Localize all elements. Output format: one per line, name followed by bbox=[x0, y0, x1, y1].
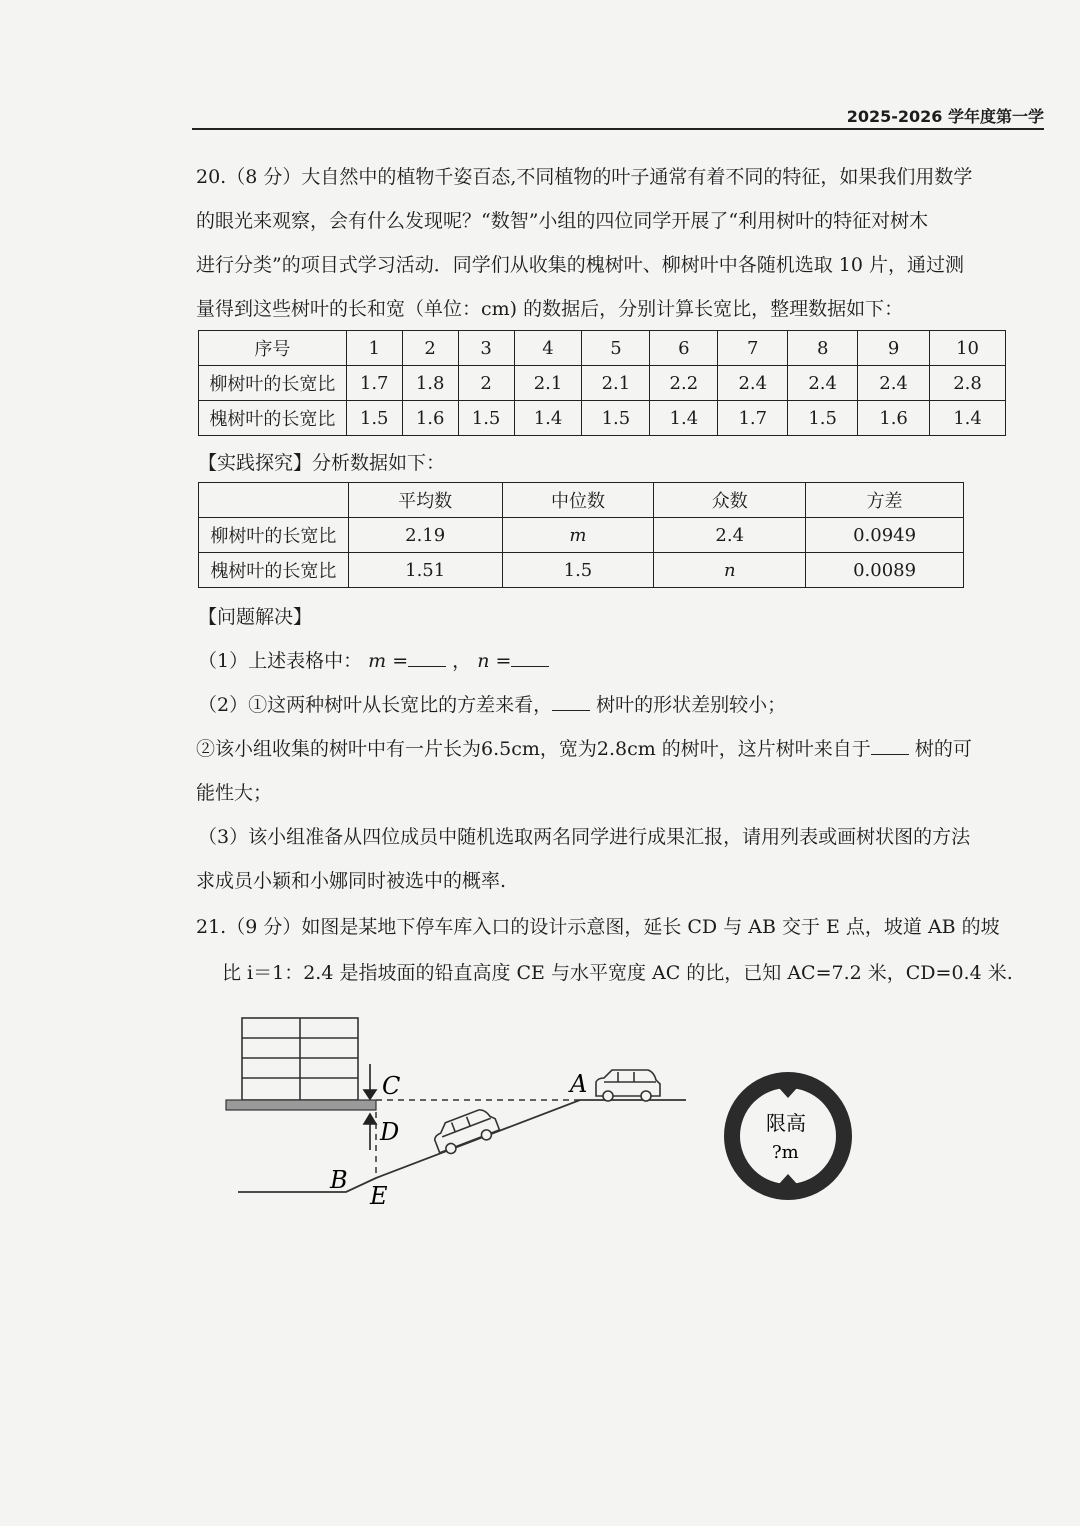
height-limit-sign-icon bbox=[732, 1078, 844, 1194]
part2b-cont: 能性大； bbox=[196, 782, 273, 804]
table1-cell: 2.4 bbox=[788, 366, 858, 401]
table2-cell: n bbox=[654, 553, 806, 588]
ramp-profile bbox=[238, 1100, 686, 1192]
building bbox=[242, 1018, 358, 1100]
table2-cell: 2.4 bbox=[654, 518, 806, 553]
table1-cell: 1.5 bbox=[582, 401, 650, 436]
q20-score: （8 分） bbox=[226, 166, 302, 188]
table1-cell: 1.4 bbox=[930, 401, 1006, 436]
table1-cell: 5 bbox=[582, 331, 650, 366]
table1-cell: 1.4 bbox=[650, 401, 718, 436]
table1-cell: 8 bbox=[788, 331, 858, 366]
n-label: n = bbox=[477, 650, 512, 672]
table1-cell: 1.8 bbox=[402, 366, 458, 401]
table2-cell: 槐树叶的长宽比 bbox=[199, 553, 349, 588]
table1-cell: 1.6 bbox=[402, 401, 458, 436]
table1-cell: 9 bbox=[858, 331, 930, 366]
table2-cell: 柳树叶的长宽比 bbox=[199, 518, 349, 553]
part1-sep: ， bbox=[452, 650, 472, 672]
part2a-suffix: 树叶的形状差别较小； bbox=[596, 694, 787, 716]
q20-intro-1: 大自然中的植物千姿百态,不同植物的叶子通常有着不同的特征，如果我们用数学 bbox=[301, 166, 973, 188]
table1-cell: 2.1 bbox=[582, 366, 650, 401]
table1-cell: 2 bbox=[458, 366, 514, 401]
table2-cell: 方差 bbox=[806, 483, 964, 518]
table2-cell: 1.51 bbox=[348, 553, 502, 588]
table1-cell: 1.7 bbox=[346, 366, 402, 401]
table1-cell: 3 bbox=[458, 331, 514, 366]
part2a-prefix: （2）①这两种树叶从长宽比的方差来看， bbox=[198, 694, 553, 716]
table1-cell: 6 bbox=[650, 331, 718, 366]
table2-cell: 众数 bbox=[654, 483, 806, 518]
q21-line-2: 比 i＝1：2.4 是指坡面的铅直高度 CE 与水平宽度 AC 的比，已知 AC=7.2 米，CD=0.4 米. bbox=[222, 962, 1013, 984]
practice-title: 【实践探究】分析数据如下： bbox=[198, 452, 446, 474]
table2-cell: 0.0089 bbox=[806, 553, 964, 588]
car-top-icon bbox=[596, 1070, 660, 1101]
q20-line-4: 量得到这些树叶的长和宽（单位：cm) 的数据后，分别计算长宽比，整理数据如下： bbox=[196, 298, 904, 320]
table2-cell: m bbox=[502, 518, 654, 553]
table2-cell: 中位数 bbox=[502, 483, 654, 518]
table2-cell: 0.0949 bbox=[806, 518, 964, 553]
label-c: C bbox=[382, 1072, 401, 1100]
m-label: m = bbox=[368, 650, 409, 672]
q20-line-3: 进行分类”的项目式学习活动．同学们从收集的槐树叶、柳树叶中各随机选取 10 片，通过测 bbox=[196, 254, 964, 276]
table1-cell: 2.2 bbox=[650, 366, 718, 401]
table1-cell: 1.6 bbox=[858, 401, 930, 436]
q21-line-1: 21.（9 分）如图是某地下停车库入口的设计示意图，延长 CD 与 AB 交于 E 点，坡道 AB 的坡 bbox=[196, 916, 1000, 938]
car-ramp-icon bbox=[430, 1106, 501, 1158]
part2b-suffix: 树的可 bbox=[914, 738, 972, 760]
part1-prefix: （1）上述表格中： bbox=[198, 650, 363, 672]
table1-cell: 序号 bbox=[199, 331, 347, 366]
sign-text-limit: 限高 bbox=[766, 1111, 806, 1135]
table1-cell: 1.5 bbox=[458, 401, 514, 436]
table1-cell: 1.5 bbox=[346, 401, 402, 436]
label-a: A bbox=[570, 1070, 588, 1098]
table1-cell: 2.4 bbox=[858, 366, 930, 401]
solve-title: 【问题解决】 bbox=[198, 606, 313, 628]
table1-cell: 1.7 bbox=[718, 401, 788, 436]
part2b-prefix: ②该小组收集的树叶中有一片长为6.5cm，宽为2.8cm 的树叶，这片树叶来自于 bbox=[196, 738, 871, 760]
table2-cell: 2.19 bbox=[348, 518, 502, 553]
table1-cell: 1.5 bbox=[788, 401, 858, 436]
part3-line-2: 求成员小颖和小娜同时被选中的概率. bbox=[196, 870, 507, 892]
table1-cell: 7 bbox=[718, 331, 788, 366]
table2-cell: 1.5 bbox=[502, 553, 654, 588]
table1-cell: 2 bbox=[402, 331, 458, 366]
table1-cell: 1 bbox=[346, 331, 402, 366]
table1-cell: 1.4 bbox=[514, 401, 582, 436]
page-header: 2025-2026 学年度第一学 bbox=[846, 107, 1044, 126]
table1-cell: 10 bbox=[930, 331, 1006, 366]
label-b: B bbox=[330, 1166, 348, 1194]
table1-cell: 2.4 bbox=[718, 366, 788, 401]
q20-line-2: 的眼光来观察，会有什么发现呢？“数智”小组的四位同学开展了“利用树叶的特征对树木 bbox=[196, 210, 929, 232]
label-e: E bbox=[370, 1182, 388, 1210]
ceiling-slab bbox=[226, 1100, 376, 1110]
label-d: D bbox=[380, 1118, 400, 1146]
table2-cell: 平均数 bbox=[348, 483, 502, 518]
part3-line-1: （3）该小组准备从四位成员中随机选取两名同学进行成果汇报，请用列表或画树状图的方法 bbox=[198, 826, 971, 848]
sign-text-height: ?m bbox=[772, 1142, 799, 1163]
table1-cell: 4 bbox=[514, 331, 582, 366]
table1-cell: 柳树叶的长宽比 bbox=[199, 366, 347, 401]
table1-cell: 2.8 bbox=[930, 366, 1006, 401]
table1-cell: 2.1 bbox=[514, 366, 582, 401]
table1-cell: 槐树叶的长宽比 bbox=[199, 401, 347, 436]
q20-number: 20. bbox=[196, 166, 227, 188]
